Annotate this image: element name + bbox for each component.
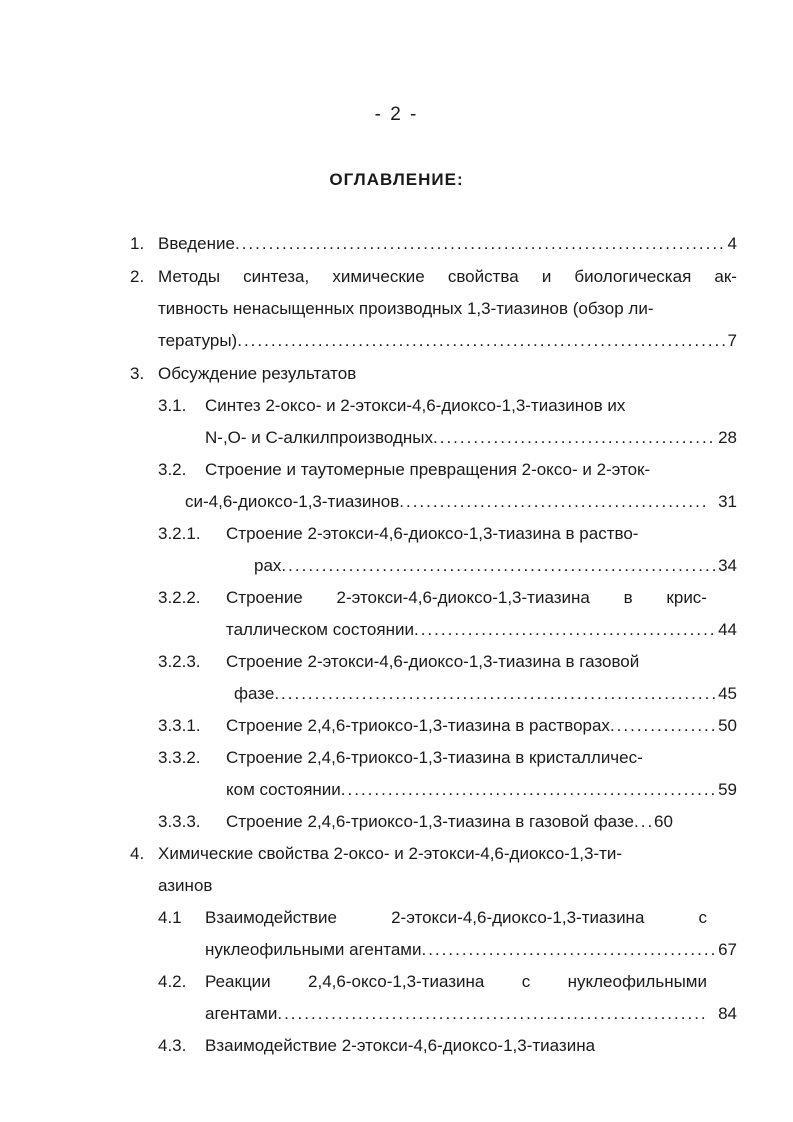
page-ref: 50 xyxy=(718,716,737,735)
page-ref: 59 xyxy=(718,780,737,799)
toc-entry-3-2-3-line2[interactable] xyxy=(234,680,737,708)
word: ак- xyxy=(714,267,737,286)
dot-leader xyxy=(399,488,710,516)
toc-entry-4-line2: азинов xyxy=(158,876,213,895)
toc-entry-3-1-line2[interactable] xyxy=(205,424,737,452)
toc-entry-1[interactable] xyxy=(130,230,737,258)
page-ref: 60 xyxy=(654,812,673,831)
word: синтеза, xyxy=(243,267,310,286)
toc-entry-3[interactable] xyxy=(130,360,737,388)
toc-entry-4-1-line2[interactable] xyxy=(205,936,737,964)
page-ref: 4 xyxy=(727,234,737,253)
page-ref: 45 xyxy=(718,684,737,703)
toc-entry-4-line1[interactable] xyxy=(130,840,737,868)
entry-title: Синтез 2-оксо- и 2-этокси-4,6-диоксо-1,3-тиазинов их xyxy=(205,396,626,415)
toc-entry-3-3-3[interactable] xyxy=(158,808,737,836)
entry-title-line xyxy=(205,904,707,932)
dot-leader xyxy=(610,712,716,740)
page-number: - 2 - xyxy=(374,104,419,125)
entry-number: 3.2.1. xyxy=(158,524,201,543)
dot-leader xyxy=(433,424,716,452)
toc-entry-2-line3[interactable] xyxy=(158,327,737,355)
toc-entry-3-3-2-line2[interactable] xyxy=(226,776,737,804)
entry-number: 2. xyxy=(130,267,145,286)
entry-title: нуклеофильными агентами xyxy=(205,940,422,959)
entry-title: Строение 2-этокси-4,6-диоксо-1,3-тиазина в раство- xyxy=(226,524,639,543)
page-ref: 67 xyxy=(718,940,737,959)
entry-title: фазе xyxy=(234,684,275,703)
entry-title: си-4,6-диоксо-1,3-тиазинов xyxy=(185,492,400,511)
dot-leader xyxy=(277,1000,708,1028)
word: Методы xyxy=(158,267,221,286)
word: крис- xyxy=(666,588,707,607)
entry-title: ком состоянии xyxy=(226,780,341,799)
entry-title: агентами xyxy=(205,1004,278,1023)
word: с xyxy=(698,908,707,927)
page-ref: 84 xyxy=(718,1004,737,1023)
toc-entry-3-3-2-line1[interactable] xyxy=(158,744,737,772)
entry-title: таллическом состоянии xyxy=(226,620,414,639)
entry-title: N-,O- и C-алкилпроизводных xyxy=(205,428,434,447)
entry-title-line xyxy=(158,263,737,291)
dot-leader xyxy=(274,680,716,708)
entry-number: 4.1 xyxy=(158,908,182,927)
toc-entry-3-2-2-line2[interactable] xyxy=(226,616,737,644)
dot-leader xyxy=(414,616,716,644)
entry-title: Обсуждение результатов xyxy=(158,364,357,383)
entry-number: 3.1. xyxy=(158,396,187,415)
entry-title: Взаимодействие 2-этокси-4,6-диоксо-1,3-тиазина xyxy=(205,1036,596,1055)
toc-entry-3-2-2-line1[interactable] xyxy=(158,584,707,612)
word: нуклеофильными xyxy=(567,972,707,991)
dot-leader xyxy=(341,776,716,804)
toc-entry-2-line1[interactable] xyxy=(130,263,737,291)
entry-number: 3.3.3. xyxy=(158,812,201,831)
entry-number: 4.3. xyxy=(158,1036,187,1055)
entry-number: 4. xyxy=(130,844,145,863)
toc-entry-4-2-line1[interactable] xyxy=(158,968,707,996)
toc-entry-3-2-3-line1[interactable] xyxy=(158,648,737,676)
entry-number: 4.2. xyxy=(158,972,187,991)
page-ref: 28 xyxy=(718,428,737,447)
dot-leader xyxy=(634,808,652,836)
word: 2-этокси-4,6-диоксо-1,3-тиазина xyxy=(336,588,590,607)
entry-title: Строение 2,4,6-триоксо-1,3-тиазина в кристалличес- xyxy=(226,748,643,767)
entry-number: 1. xyxy=(130,234,145,253)
toc-entry-3-1-line1[interactable] xyxy=(158,392,737,420)
word: 2,4,6-оксо-1,3-тиазина xyxy=(308,972,485,991)
word: 2-этокси-4,6-диоксо-1,3-тиазина xyxy=(391,908,645,927)
toc-entry-3-2-line1[interactable] xyxy=(158,456,737,484)
entry-number: 3.2.2. xyxy=(158,588,201,607)
entry-number: 3.2. xyxy=(158,460,187,479)
toc-entry-3-3-1[interactable] xyxy=(158,712,737,740)
toc-entry-4-2-line2[interactable] xyxy=(205,1000,737,1028)
word: свойства xyxy=(447,267,519,286)
toc-entry-2-line2: тивность ненасыщенных производных 1,3-тиазинов (обзор ли- xyxy=(158,299,654,318)
entry-title: Строение 2,4,6-триоксо-1,3-тиазина в растворах xyxy=(226,716,610,735)
entry-number: 3.3.2. xyxy=(158,748,201,767)
word: Взаимодействие xyxy=(205,908,337,927)
page-ref: 34 xyxy=(718,556,737,575)
dot-leader xyxy=(235,230,726,258)
toc-title: ОГЛАВЛЕНИЕ: xyxy=(329,170,464,189)
entry-title: Строение и таутомерные превращения 2-оксо- и 2-эток- xyxy=(205,460,651,479)
toc-entry-4-1-line1[interactable] xyxy=(158,904,707,932)
word: Реакции xyxy=(205,972,271,991)
entry-number: 3. xyxy=(130,364,145,383)
toc-entry-3-2-1-line1[interactable] xyxy=(158,520,737,548)
entry-title: Строение 2-этокси-4,6-диоксо-1,3-тиазина в газовой xyxy=(226,652,640,671)
word: биологическая xyxy=(574,267,692,286)
word: химические xyxy=(332,267,425,286)
entry-title: Введение xyxy=(158,234,235,253)
toc-entry-3-2-1-line2[interactable] xyxy=(254,552,737,580)
page-ref: 7 xyxy=(727,331,737,350)
page-ref: 31 xyxy=(718,492,737,511)
toc-entry-3-2-line2[interactable] xyxy=(185,488,737,516)
entry-title: тературы) xyxy=(158,331,238,350)
entry-number: 3.3.1. xyxy=(158,716,201,735)
page-ref: 44 xyxy=(718,620,737,639)
word: Строение xyxy=(226,588,303,607)
word: с xyxy=(521,972,531,991)
word: в xyxy=(623,588,633,607)
dot-leader xyxy=(421,936,716,964)
toc-entry-4-3[interactable] xyxy=(158,1032,737,1060)
word: и xyxy=(541,267,552,286)
entry-title-line xyxy=(226,584,707,612)
entry-title: Строение 2,4,6-триоксо-1,3-тиазина в газовой фазе xyxy=(226,812,635,831)
dot-leader xyxy=(237,327,725,355)
dot-leader xyxy=(281,552,716,580)
entry-number: 3.2.3. xyxy=(158,652,201,671)
entry-title: Химические свойства 2-оксо- и 2-этокси-4,6-диоксо-1,3-ти- xyxy=(158,844,623,863)
entry-title: рах xyxy=(254,556,282,575)
entry-title-line xyxy=(205,968,707,996)
